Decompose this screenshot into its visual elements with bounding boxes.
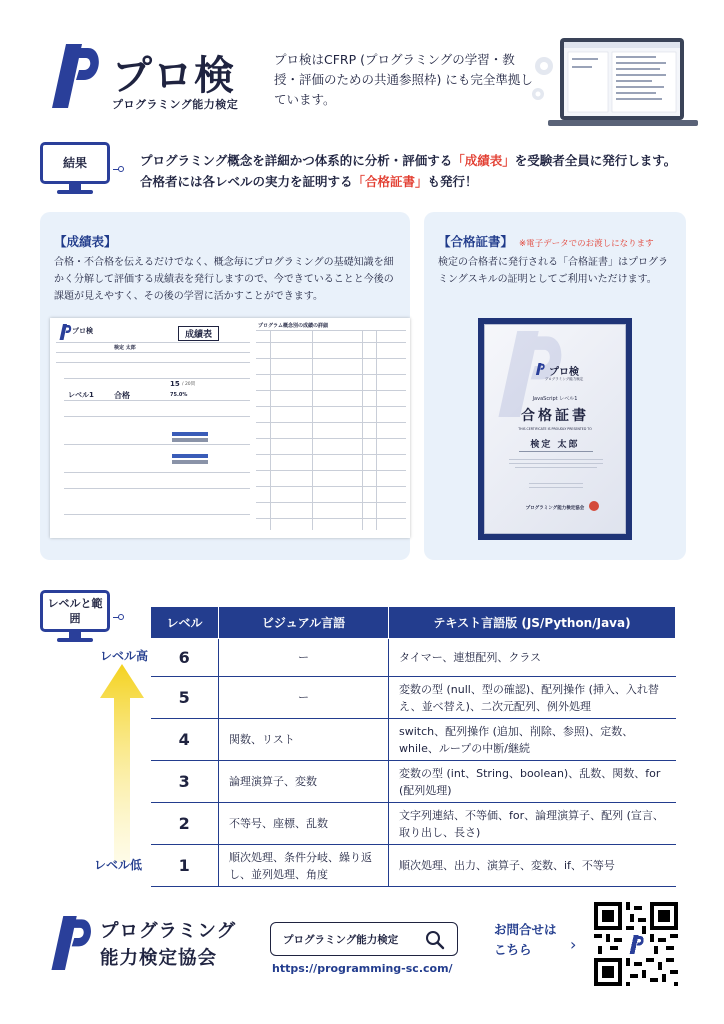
cert-name: 検定 太郎 xyxy=(530,440,580,450)
level-table xyxy=(150,606,676,887)
search-text: プログラミング能力検定 xyxy=(283,933,399,946)
chevron-right-icon[interactable]: › xyxy=(570,935,577,954)
search-box[interactable] xyxy=(270,922,458,956)
col-text: テキスト言語版 (JS/Python/Java) xyxy=(389,607,676,639)
row-level: 3 xyxy=(151,761,219,803)
table-row xyxy=(151,639,676,677)
table-row xyxy=(151,845,676,887)
results-badge-label: 結果 xyxy=(40,142,110,184)
contact-line1: お問合せは xyxy=(494,922,557,937)
cert-logo-text: プロ検 xyxy=(549,367,579,378)
sheet-title: 成績表 xyxy=(178,326,219,341)
levels-badge xyxy=(40,590,110,642)
search-icon[interactable] xyxy=(425,930,445,950)
row-text: 順次処理、出力、演算子、変数、if、不等号 xyxy=(389,845,676,887)
cert-issuer: プログラミング能力検定協会 xyxy=(525,506,585,511)
row-visual: 不等号、座標、乱数 xyxy=(219,803,389,845)
sheet-result: 合格 xyxy=(114,391,130,400)
score-sheet-image xyxy=(50,318,410,538)
col-visual: ビジュアル言語 xyxy=(219,607,389,639)
results-line2-highlight: 「合格証書」 xyxy=(352,174,428,189)
level-low-label: レベル低 xyxy=(94,858,143,872)
row-visual: ー xyxy=(219,639,389,677)
row-text: 変数の型 (int、String、boolean)、乱数、関数、for (配列処理) xyxy=(389,761,676,803)
levels-badge-label: レベルと範囲 xyxy=(40,590,110,632)
results-line1-pre: プログラミング概念を詳細かつ体系的に分析・評価する xyxy=(140,153,453,168)
footer-logo-icon xyxy=(48,916,92,970)
results-line2-pre: 合格者には各レベルの実力を証明する xyxy=(140,174,353,189)
logo-mark-icon xyxy=(48,44,100,108)
table-row xyxy=(151,677,676,719)
connector-line-2 xyxy=(113,617,119,618)
certificate-body: 検定の合格者に発行される「合格証書」はプログラミングスキルの証明としてご利用いただけます。 xyxy=(438,257,668,285)
qr-code-icon[interactable] xyxy=(594,902,678,986)
cert-level: JavaScript レベル1 xyxy=(532,396,578,402)
cert-english: THIS CERTIFICATE IS PROUDLY PRESENTED TO xyxy=(518,427,592,431)
row-text: 文字列連結、不等価、for、論理演算子、配列 (宣言、取り出し、長さ) xyxy=(389,803,676,845)
level-up-arrow-icon xyxy=(100,664,144,862)
sheet-table-title: プログラム概念別の成績の詳細 xyxy=(258,323,328,329)
col-level: レベル xyxy=(151,607,219,639)
sheet-score-total: / 20問 xyxy=(182,382,196,387)
row-level: 4 xyxy=(151,719,219,761)
cert-title: 合格証書 xyxy=(521,408,589,424)
level-high-label: レベル高 xyxy=(100,649,149,663)
sheet-score: 15 xyxy=(170,380,180,388)
level-table-header xyxy=(151,607,676,639)
sheet-logo-icon xyxy=(58,324,72,340)
header-description: プロ検はCFRP (プログラミングの学習・教授・評価のための共通参照枠) にも完全準拠しています。 xyxy=(274,52,533,107)
row-visual: 順次処理、条件分岐、繰り返し、並列処理、角度 xyxy=(219,845,389,887)
logo-title: プロ検 xyxy=(112,53,235,99)
report-heading: 【成績表】 xyxy=(54,234,117,249)
row-level: 5 xyxy=(151,677,219,719)
results-line1-highlight: 「成績表」 xyxy=(452,153,515,168)
row-level: 6 xyxy=(151,639,219,677)
connector-line xyxy=(113,169,119,170)
footer-org-line1: プログラミング xyxy=(100,921,237,942)
row-visual: 関数、リスト xyxy=(219,719,389,761)
row-level: 1 xyxy=(151,845,219,887)
certificate-heading xyxy=(438,232,654,250)
certificate-heading-text: 【合格証書】 xyxy=(438,234,514,249)
results-line2-post: も発行！ xyxy=(427,174,478,189)
sheet-logo-text: プロ検 xyxy=(72,327,93,335)
row-text: 変数の型 (null、型の確認)、配列操作 (挿入、入れ替え、並べ替え)、二次元配列、例外処理 xyxy=(389,677,676,719)
report-body: 合格・不合格を伝えるだけでなく、概念毎にプログラミングの基礎知識を細かく分解して評価する成績表を発行しますので、今できていることと今後の課題が見えやすく、その後の学習に活かすことができます。 xyxy=(54,257,394,302)
results-line1-post: を受験者全員に発行します。 xyxy=(514,153,677,168)
results-description xyxy=(140,150,676,192)
row-visual: 論理演算子、変数 xyxy=(219,761,389,803)
results-badge xyxy=(40,142,110,194)
row-text: タイマー、連想配列、クラス xyxy=(389,639,676,677)
table-row xyxy=(151,719,676,761)
sheet-level: レベル1 xyxy=(68,391,94,399)
footer-org-name xyxy=(100,918,236,972)
laptop-illustration-icon xyxy=(530,30,700,134)
row-visual: ー xyxy=(219,677,389,719)
certificate-note: ※電子データでのお渡しになります xyxy=(519,239,654,249)
table-row xyxy=(151,761,676,803)
logo-subtitle: プログラミング能力検定 xyxy=(112,98,239,111)
footer-org-line2: 能力検定協会 xyxy=(100,948,218,969)
sheet-percent: 75.0% xyxy=(170,392,188,398)
row-level: 2 xyxy=(151,803,219,845)
cert-logo-sub: プログラミング能力検定 xyxy=(544,377,584,381)
table-row xyxy=(151,803,676,845)
website-link[interactable]: https://programming-sc.com/ xyxy=(272,962,453,975)
row-text: switch、配列操作 (追加、削除、参照)、定数、while、ループの中断/継続 xyxy=(389,719,676,761)
contact-link[interactable] xyxy=(494,920,557,960)
sheet-name: 検定 太郎 xyxy=(114,345,136,351)
contact-line2: こちら xyxy=(494,942,532,957)
certificate-image xyxy=(478,318,632,540)
